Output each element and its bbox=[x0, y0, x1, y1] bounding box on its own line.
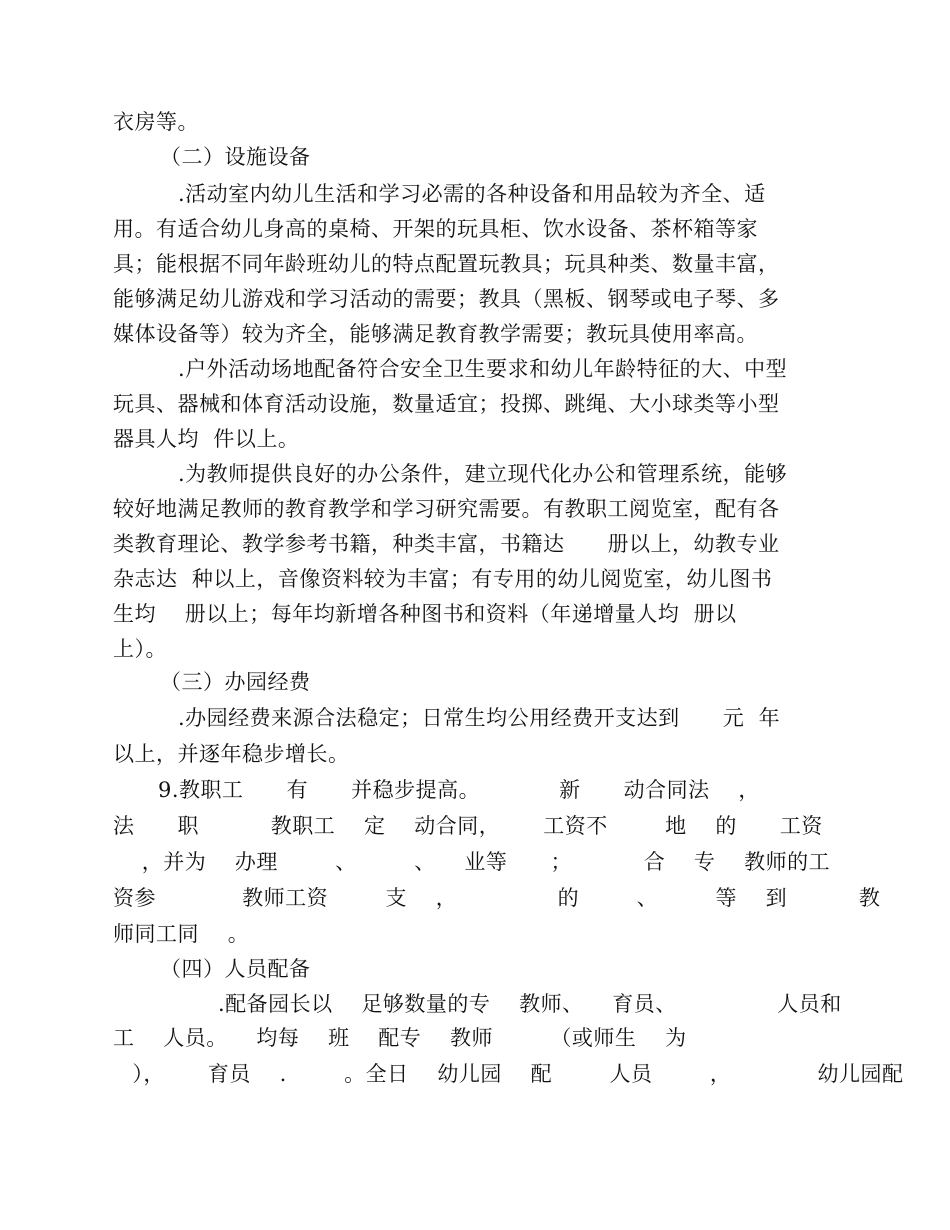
section-heading: （三）办园经费 bbox=[160, 670, 311, 694]
text-line: 具；能根据不同年龄班幼儿的特点配置玩教具；玩具种类、数量丰富， bbox=[113, 252, 780, 276]
text-line: .配备园长以 足够数量的专 教师、 育员、 人员和 bbox=[218, 992, 842, 1016]
text-line: 资参 教师工资 支 ， 的 、 等 到 教 bbox=[113, 886, 881, 910]
text-line: .活动室内幼儿生活和学习必需的各种设备和用品较为齐全、适 bbox=[178, 182, 766, 206]
text-line: 用。有适合幼儿身高的桌椅、开架的玩具柜、饮水设备、茶杯箱等家 bbox=[113, 217, 758, 241]
text-line: .为教师提供良好的办公条件，建立现代化办公和管理系统，能够 bbox=[178, 462, 788, 486]
text-line: 衣房等。 bbox=[113, 110, 199, 134]
text-line: 杂志达 种以上，音像资料较为丰富；有专用的幼儿阅览室，幼儿图书 bbox=[113, 567, 773, 591]
text-line: 法 职 教职工 定 动合同， 工资不 地 的 工资 bbox=[113, 814, 823, 838]
text-line: 以上，并逐年稳步增长。 bbox=[113, 742, 350, 766]
text-line: 类教育理论、教学参考书籍，种类丰富，书籍达 册以上，幼教专业 bbox=[113, 532, 780, 556]
text-line: 能够满足幼儿游戏和学习活动的需要；教具（黑板、钢琴或电子琴、多 bbox=[113, 287, 780, 311]
text-line: 玩具、器械和体育活动设施，数量适宜；投掷、跳绳、大小球类等小型 bbox=[113, 392, 780, 416]
text-line: ，并为 办理 、 、 业等 ； 合 专 教师的工 bbox=[113, 850, 831, 874]
text-line: 上）。 bbox=[113, 637, 167, 661]
text-line: .户外活动场地配备符合安全卫生要求和幼儿年龄特征的大、中型 bbox=[178, 357, 788, 381]
text-line: 器具人均 件以上。 bbox=[113, 427, 300, 451]
text-line: .办园经费来源合法稳定；日常生均公用经费开支达到 元 年 bbox=[178, 706, 781, 730]
text-line: 工 人员。 均每 班 配专 教师 （或师生 为 bbox=[113, 1026, 687, 1050]
text-line: 9.教职工 有 并稳步提高。 新 动合同法 ， bbox=[158, 778, 760, 802]
section-heading: （四）人员配备 bbox=[160, 957, 311, 981]
text-line: 生均 册以上；每年均新增各种图书和资料（年递增量人均 册以 bbox=[113, 602, 737, 626]
text-line: 较好地满足教师的教育教学和学习研究需要。有教职工阅览室，配有各 bbox=[113, 497, 780, 521]
text-line: ）， 育员 . 。全日 幼儿园 配 人员 ， 幼儿园配 bbox=[118, 1062, 904, 1086]
text-line: 媒体设备等）较为齐全，能够满足教育教学需要；教玩具使用率高。 bbox=[113, 322, 758, 346]
section-heading: （二）设施设备 bbox=[160, 145, 311, 169]
text-line: 师同工同 。 bbox=[113, 922, 250, 946]
